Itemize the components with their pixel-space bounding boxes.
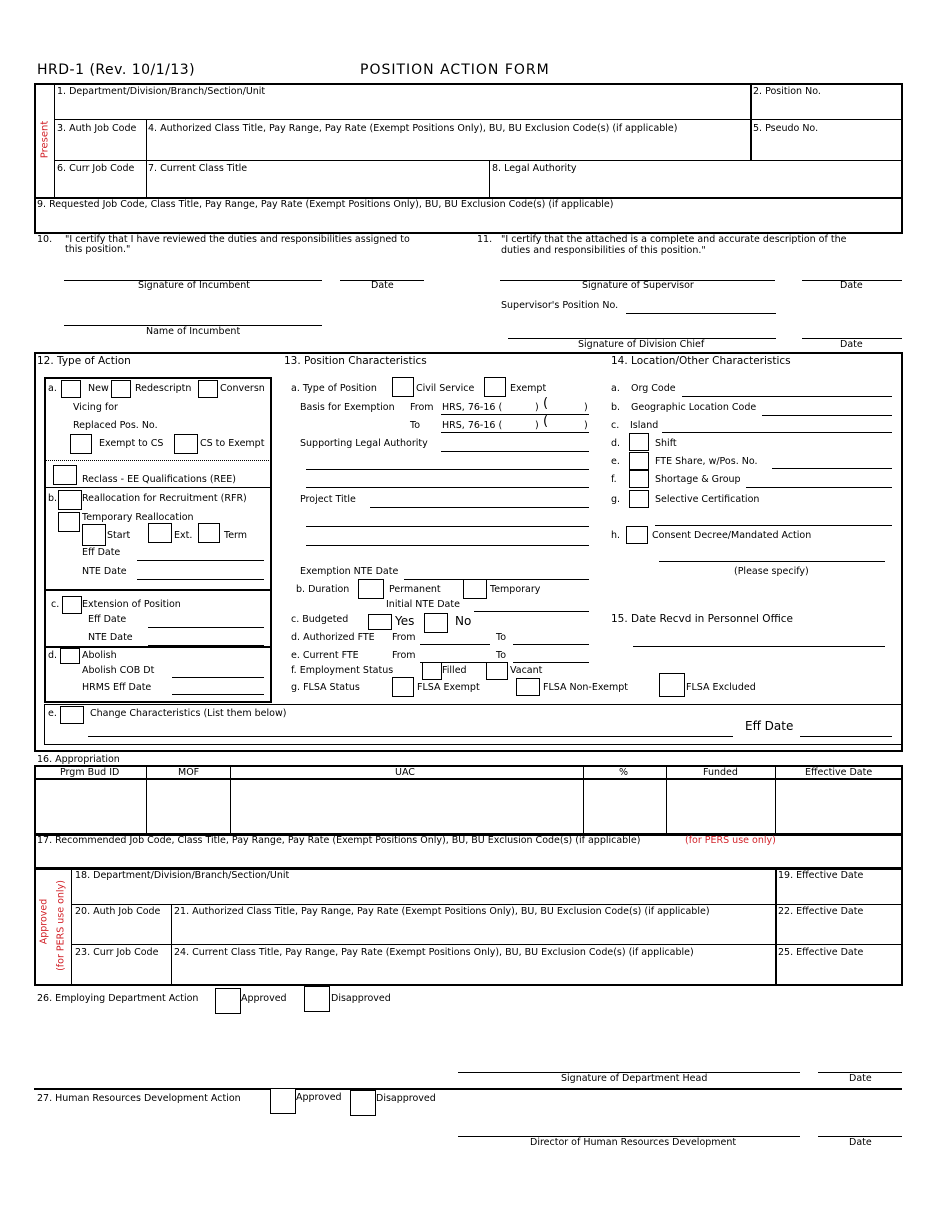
field-27-label: 27. Human Resources Development Action: [37, 1093, 241, 1104]
hrd-disapproved-checkbox[interactable]: [350, 1090, 376, 1116]
eff-date-big: Eff Date: [745, 719, 794, 733]
col-percent: %: [619, 767, 629, 778]
approved-side-label: Approved: [38, 898, 50, 945]
field-9-label: 9. Requested Job Code, Class Title, Pay Range, Pay Rate (Exempt Positions Only), BU, BU Exclusion Code(s) (if applicable): [37, 199, 614, 210]
appropriation-heading: 16. Appropriation: [37, 754, 120, 765]
change-characteristics-checkbox[interactable]: [60, 706, 84, 724]
field-24-label: 24. Current Class Title, Pay Range, Pay Rate (Exempt Positions Only), BU, BU Exclusion Code(s) (if applicable): [174, 947, 694, 958]
form-id: HRD-1 (Rev. 10/1/13): [37, 62, 196, 78]
exempt-checkbox[interactable]: [484, 377, 506, 397]
redescriptn-checkbox[interactable]: [111, 380, 131, 398]
flsa-non-exempt-checkbox[interactable]: [516, 678, 540, 696]
col-funded: Funded: [703, 767, 738, 778]
budgeted-no-checkbox[interactable]: [424, 613, 448, 633]
term-checkbox[interactable]: [198, 523, 220, 543]
flsa-exempt-checkbox[interactable]: [392, 677, 414, 697]
location-heading: 14. Location/Other Characteristics: [611, 355, 791, 367]
field-5-label: 5. Pseudo No.: [753, 123, 819, 134]
reallocation-checkbox[interactable]: [58, 490, 82, 510]
exempt-to-cs-checkbox[interactable]: [70, 434, 92, 454]
field-22-label: 22. Effective Date: [778, 906, 864, 917]
appropriation-table: [34, 765, 903, 835]
certify-10-text: "I certify that I have reviewed the duties and responsibilities assigned to: [65, 234, 410, 245]
present-side-label: Present: [39, 120, 51, 159]
cs-to-exempt-checkbox[interactable]: [174, 434, 198, 454]
col-prgm-bud-id: Prgm Bud ID: [60, 767, 120, 778]
civil-service-checkbox[interactable]: [392, 377, 414, 397]
col-mof: MOF: [178, 767, 200, 778]
present-section: [34, 83, 903, 234]
field-7-label: 7. Current Class Title: [148, 163, 248, 174]
shift-checkbox[interactable]: [629, 433, 649, 451]
start-checkbox[interactable]: [82, 524, 106, 546]
hrd-approved-checkbox[interactable]: [270, 1088, 296, 1114]
field-26-label: 26. Employing Department Action: [37, 993, 199, 1004]
filled-checkbox[interactable]: [422, 662, 442, 680]
pers-use-note: (for PERS use only): [685, 835, 776, 846]
field-21-label: 21. Authorized Class Title, Pay Range, Pay Rate (Exempt Positions Only), BU, BU Exclusion Code(s) (if applicable): [174, 906, 710, 917]
consent-decree-checkbox[interactable]: [626, 526, 648, 544]
temp-reallocation-checkbox[interactable]: [58, 512, 80, 532]
col-effective-date: Effective Date: [805, 767, 873, 778]
field-4-label: 4. Authorized Class Title, Pay Range, Pay Rate (Exempt Positions Only), BU, BU Exclusion Code(s) (if applicable): [148, 123, 678, 134]
budgeted-yes-checkbox[interactable]: [368, 614, 392, 630]
field-18-label: 18. Department/Division/Branch/Section/Unit: [75, 870, 290, 881]
type-of-action-heading: 12. Type of Action: [37, 355, 131, 367]
temporary-checkbox[interactable]: [463, 579, 487, 599]
certify-11-text: "I certify that the attached is a complete and accurate description of the: [501, 234, 847, 245]
field-25-label: 25. Effective Date: [778, 947, 864, 958]
field-17-label: 17. Recommended Job Code, Class Title, Pay Range, Pay Rate (Exempt Positions Only), BU, BU Exclusion Code(s) (if applicable): [37, 835, 641, 846]
shortage-checkbox[interactable]: [629, 470, 649, 488]
col-uac: UAC: [395, 767, 415, 778]
form-title: POSITION ACTION FORM: [360, 62, 550, 78]
field-8-label: 8. Legal Authority: [492, 163, 577, 174]
field-20-label: 20. Auth Job Code: [75, 906, 161, 917]
reclass-checkbox[interactable]: [53, 465, 77, 485]
field-3-label: 3. Auth Job Code: [57, 123, 137, 134]
field-23-label: 23. Curr Job Code: [75, 947, 159, 958]
field-6-label: 6. Curr Job Code: [57, 163, 135, 174]
extension-checkbox[interactable]: [62, 596, 82, 614]
permanent-checkbox[interactable]: [358, 579, 384, 599]
dept-approved-checkbox[interactable]: [215, 988, 241, 1014]
abolish-checkbox[interactable]: [60, 648, 80, 664]
flsa-excluded-checkbox[interactable]: [659, 673, 685, 697]
position-characteristics-heading: 13. Position Characteristics: [284, 355, 427, 367]
ext-checkbox[interactable]: [148, 523, 172, 543]
dept-disapproved-checkbox[interactable]: [304, 986, 330, 1012]
date-recvd-label: 15. Date Recvd in Personnel Office: [611, 613, 793, 625]
new-checkbox[interactable]: [61, 380, 81, 398]
vacant-checkbox[interactable]: [486, 662, 508, 680]
approved-section: [34, 868, 903, 986]
fte-share-checkbox[interactable]: [629, 452, 649, 470]
selective-certification-checkbox[interactable]: [629, 490, 649, 508]
field-1-label: 1. Department/Division/Branch/Section/Unit: [57, 86, 266, 97]
field-2-label: 2. Position No.: [753, 86, 821, 97]
conversn-checkbox[interactable]: [198, 380, 218, 398]
field-19-label: 19. Effective Date: [778, 870, 864, 881]
